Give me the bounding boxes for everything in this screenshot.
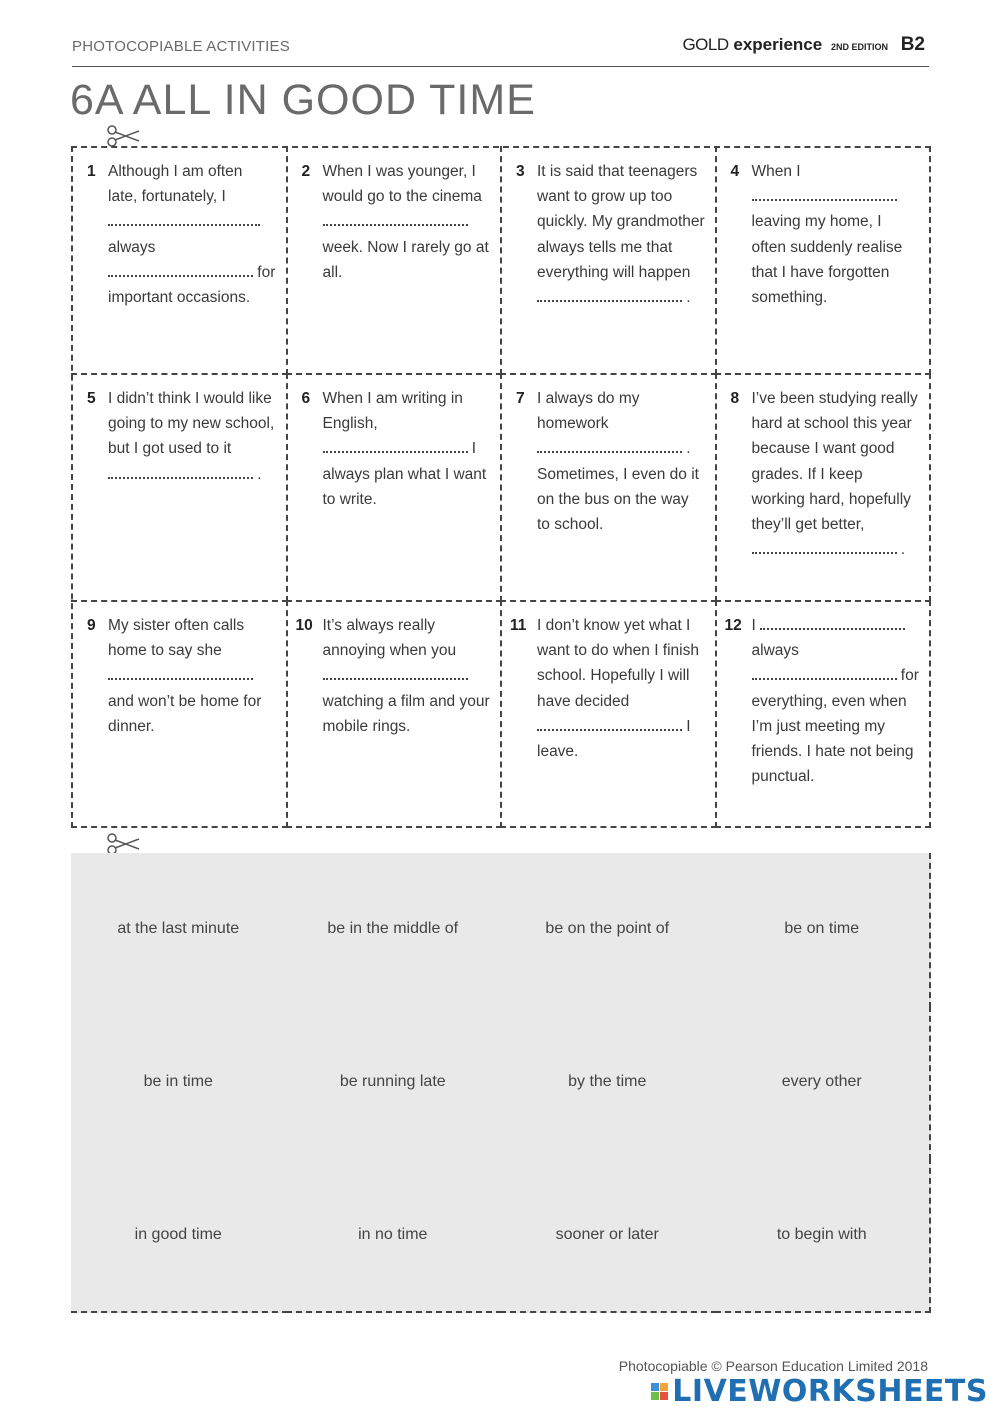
prompt-text-segment: . Sometimes, I even do it on the bus on the way to school.	[537, 440, 699, 534]
prompt-number: 1	[87, 163, 96, 180]
prompt-text-segment: .	[253, 465, 262, 483]
prompt-text-segment: I didn’t think I would like going to my new school, but I got used to it	[108, 390, 275, 458]
prompt-text	[752, 159, 920, 310]
answer-blank[interactable]	[323, 209, 468, 226]
answer-blank[interactable]	[323, 436, 468, 453]
prompt-card	[500, 373, 717, 602]
answer-blank[interactable]	[108, 663, 253, 680]
prompt-text	[752, 386, 920, 562]
prompt-text-segment: I	[751, 617, 761, 634]
prompt-text	[323, 613, 491, 739]
prompt-card	[286, 146, 503, 375]
phrase-label: in good time	[134, 1225, 222, 1243]
prompt-text	[537, 386, 705, 537]
prompt-text-segment: always	[751, 642, 799, 660]
liveworksheets-wordmark: LIVEWORKSHEETS	[672, 1374, 988, 1409]
answer-blank[interactable]	[537, 436, 682, 453]
phrase-card[interactable]	[71, 1006, 288, 1161]
phrase-label: be in time	[143, 1073, 213, 1091]
answer-blank[interactable]	[108, 462, 253, 479]
answer-blank[interactable]	[752, 663, 897, 680]
brand-experience: experience	[733, 35, 823, 54]
answer-blank[interactable]	[537, 285, 682, 302]
prompt-number: 4	[730, 163, 740, 180]
prompt-card	[715, 600, 932, 828]
prompt-text	[108, 386, 276, 487]
prompt-number: 10	[295, 617, 313, 634]
phrase-card[interactable]	[500, 1006, 717, 1161]
prompt-text-segment: When I	[751, 163, 801, 180]
prompt-text-segment: watching a film and your mobile rings.	[322, 692, 490, 735]
phrase-label: in no time	[358, 1225, 428, 1243]
prompt-text-segment: I’ve been studying really hard at school this year because I want good grades. If I keep working hard, hopefully they’ll get better,	[751, 390, 918, 534]
phrase-label: every other	[781, 1073, 862, 1091]
prompt-card	[286, 600, 503, 828]
prompt-number: 5	[87, 390, 96, 407]
brand-edition: 2ND EDITION	[830, 42, 888, 52]
phrase-label: be in the middle of	[327, 920, 459, 938]
prompt-card	[71, 146, 288, 375]
phrase-card[interactable]	[715, 1006, 932, 1161]
prompt-text-segment: Although I am often late, fortunately, I	[108, 163, 243, 206]
prompt-text-segment: always	[108, 238, 156, 256]
phrase-card[interactable]	[71, 1158, 288, 1313]
prompt-text-segment: I always do my homework	[537, 390, 640, 433]
section-label: PHOTOCOPIABLE ACTIVITIES	[72, 38, 290, 55]
prompt-card	[500, 146, 717, 375]
brand-gold: GOLD	[682, 35, 729, 54]
prompt-number: 12	[724, 617, 742, 634]
prompt-number: 3	[516, 163, 525, 180]
prompt-card-grid	[71, 146, 931, 828]
prompt-card	[71, 600, 288, 828]
prompt-number: 2	[301, 163, 311, 180]
phrase-label: be running late	[339, 1073, 446, 1091]
prompt-text-segment: .	[896, 541, 906, 559]
prompt-text-segment: I always plan what I want to write.	[322, 440, 487, 508]
phrase-label: be on the point of	[545, 920, 670, 938]
answer-blank[interactable]	[323, 663, 468, 680]
prompt-number: 11	[510, 617, 527, 634]
prompt-number: 9	[87, 617, 96, 634]
prompt-text	[108, 159, 276, 310]
phrase-card[interactable]	[715, 853, 932, 1008]
prompt-text	[108, 613, 276, 739]
liveworksheets-icon	[651, 1383, 668, 1400]
prompt-text	[323, 386, 491, 512]
prompt-text-segment: week. Now I rarely go at all.	[322, 238, 489, 281]
prompt-text	[537, 159, 705, 310]
phrase-card[interactable]	[71, 853, 288, 1008]
prompt-card	[500, 600, 717, 828]
prompt-text-segment: It’s always really annoying when you	[322, 617, 457, 660]
prompt-text-segment: and won’t be home for dinner.	[108, 692, 262, 735]
phrase-label: at the last minute	[117, 920, 240, 938]
phrase-card[interactable]	[286, 1158, 503, 1313]
prompt-text	[537, 613, 705, 764]
prompt-text-segment: for everything, even when I’m just meeting my friends. I hate not being punctual.	[751, 667, 919, 786]
scissors-icon	[105, 124, 141, 148]
page-title: 6A ALL IN GOOD TIME	[70, 76, 536, 124]
prompt-text	[323, 159, 491, 285]
phrase-label: be on time	[784, 920, 860, 938]
phrase-card-grid	[71, 853, 931, 1313]
prompt-card	[715, 146, 932, 375]
brand-logo	[682, 34, 925, 56]
prompt-text-segment: .	[682, 289, 691, 307]
answer-blank[interactable]	[537, 714, 682, 731]
phrase-card[interactable]	[286, 853, 503, 1008]
phrase-label: by the time	[568, 1073, 647, 1091]
prompt-card	[715, 373, 932, 602]
answer-blank[interactable]	[108, 209, 260, 226]
prompt-text-segment: My sister often calls home to say she	[108, 617, 245, 660]
prompt-card	[71, 373, 288, 602]
prompt-number: 8	[730, 390, 740, 407]
level-badge: B2	[900, 34, 925, 55]
phrase-card[interactable]	[715, 1158, 932, 1313]
prompt-text-segment: When I was younger, I would go to the cinema	[322, 163, 482, 206]
phrase-card[interactable]	[500, 853, 717, 1008]
prompt-text-segment: It is said that teenagers want to grow up too quickly. My grandmother always tells me that everything will happen	[537, 163, 705, 281]
answer-blank[interactable]	[752, 537, 897, 554]
phrase-label: to begin with	[776, 1225, 867, 1243]
prompt-text-segment: leaving my home, I often suddenly realise that I have forgotten something.	[751, 213, 903, 307]
answer-blank[interactable]	[108, 260, 253, 277]
prompt-card	[286, 373, 503, 602]
phrase-card[interactable]	[286, 1006, 503, 1161]
prompt-text-segment: I don’t know yet what I want to do when I finish school. Hopefully I will have decided	[537, 617, 699, 710]
copyright-notice: Photocopiable © Pearson Education Limited 2018	[618, 1358, 928, 1374]
phrase-card[interactable]	[500, 1158, 717, 1313]
prompt-number: 6	[301, 390, 311, 407]
answer-blank[interactable]	[760, 613, 905, 630]
prompt-text-segment: When I am writing in English,	[322, 390, 463, 433]
phrase-label: sooner or later	[555, 1225, 659, 1243]
answer-blank[interactable]	[752, 184, 897, 201]
liveworksheets-logo	[651, 1374, 988, 1409]
prompt-text	[752, 613, 920, 789]
prompt-text-segment: I leave.	[537, 717, 691, 761]
prompt-text-segment: for important occasions.	[108, 263, 276, 307]
page-header	[72, 36, 929, 67]
prompt-number: 7	[516, 390, 525, 407]
